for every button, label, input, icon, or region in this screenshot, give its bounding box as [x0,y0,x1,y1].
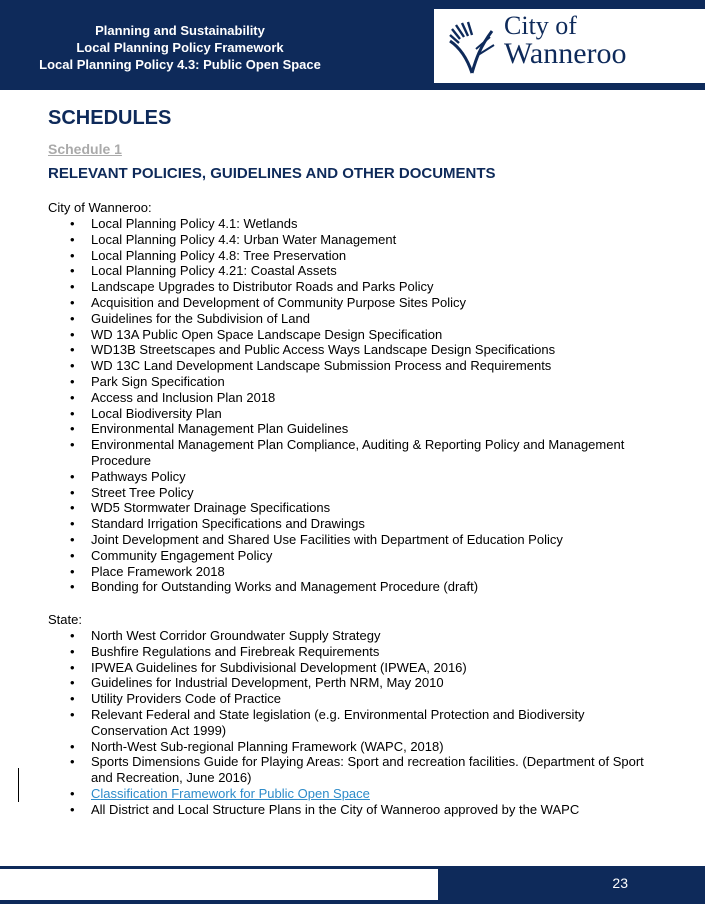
list-item: • Access and Inclusion Plan 2018 [48,390,648,406]
list-item: • Environmental Management Plan Guidelines [48,421,648,437]
list-item: • Bushfire Regulations and Firebreak Requirements [48,644,648,660]
list-item: • North-West Sub-regional Planning Framework (WAPC, 2018) [48,739,648,755]
list-item: • Relevant Federal and State legislation (e.g. Environmental Protection and Biodiversity Conservation Act 1999) [48,707,648,739]
schedule-label: Schedule 1 [48,141,122,157]
list-item: • Standard Irrigation Specifications and Drawings [48,516,648,532]
list-item: • Utility Providers Code of Practice [48,691,648,707]
list-item: • Acquisition and Development of Community Purpose Sites Policy [48,295,648,311]
list-item: • Local Planning Policy 4.4: Urban Water Management [48,232,648,248]
list-item: • Environmental Management Plan Compliance, Auditing & Reporting Policy and Management Procedure [48,437,648,469]
list-item [48,786,648,802]
header-line-framework: Local Planning Policy Framework [76,40,284,55]
list-item: • Local Planning Policy 4.8: Tree Preservation [48,248,648,264]
logo-text-wanneroo: Wanneroo [504,37,627,70]
list-item: • WD13B Streetscapes and Public Access Ways Landscape Design Specifications [48,342,648,358]
footer-bottom-rule [0,900,705,904]
list-item: • WD 13A Public Open Space Landscape Design Specification [48,327,648,343]
list-item: • WD5 Stormwater Drainage Specifications [48,500,648,516]
city-documents-list [48,216,648,595]
list-item: • WD 13C Land Development Landscape Submission Process and Requirements [48,358,648,374]
list-item: • Park Sign Specification [48,374,648,390]
page-footer [0,866,705,904]
classification-framework-link[interactable]: Classification Framework for Public Open Space [91,785,370,801]
list-item: • Guidelines for the Subdivision of Land [48,311,648,327]
header-title-block [0,22,360,73]
list-item: • Joint Development and Shared Use Facilities with Department of Education Policy [48,532,648,548]
list-item: • Bonding for Outstanding Works and Management Procedure (draft) [48,579,648,595]
state-group-label: State: [48,612,82,627]
list-item: • Guidelines for Industrial Development, Perth NRM, May 2010 [48,675,648,691]
list-item: • Place Framework 2018 [48,564,648,580]
page-number: 23 [612,875,628,891]
page-title: SCHEDULES [48,107,172,129]
list-item: • North West Corridor Groundwater Supply Strategy [48,628,648,644]
list-item: • IPWEA Guidelines for Subdivisional Development (IPWEA, 2016) [48,660,648,676]
list-item: • Local Planning Policy 4.1: Wetlands [48,216,648,232]
city-logo [434,9,705,83]
list-item: • Community Engagement Policy [48,548,648,564]
list-item: • Pathways Policy [48,469,648,485]
state-documents-list [48,628,648,818]
list-item: • Local Biodiversity Plan [48,406,648,422]
header-line-department: Planning and Sustainability [95,23,265,38]
list-item: • Sports Dimensions Guide for Playing Areas: Sport and recreation facilities. (Department of Sport and Recreation, June 2016) [48,754,648,786]
list-item: • Local Planning Policy 4.21: Coastal Assets [48,263,648,279]
page-header [0,0,705,90]
logo-text-city: City of [504,11,577,40]
list-item: • Street Tree Policy [48,485,648,501]
list-item: • All District and Local Structure Plans in the City of Wanneroo approved by the WAPC [48,802,648,818]
banksia-logo-icon [446,19,498,75]
section-heading: RELEVANT POLICIES, GUIDELINES AND OTHER DOCUMENTS [48,165,496,182]
header-line-policy: Local Planning Policy 4.3: Public Open Space [39,57,321,72]
change-bar [18,768,19,802]
city-group-label: City of Wanneroo: [48,200,152,215]
list-item: • Landscape Upgrades to Distributor Roads and Parks Policy [48,279,648,295]
